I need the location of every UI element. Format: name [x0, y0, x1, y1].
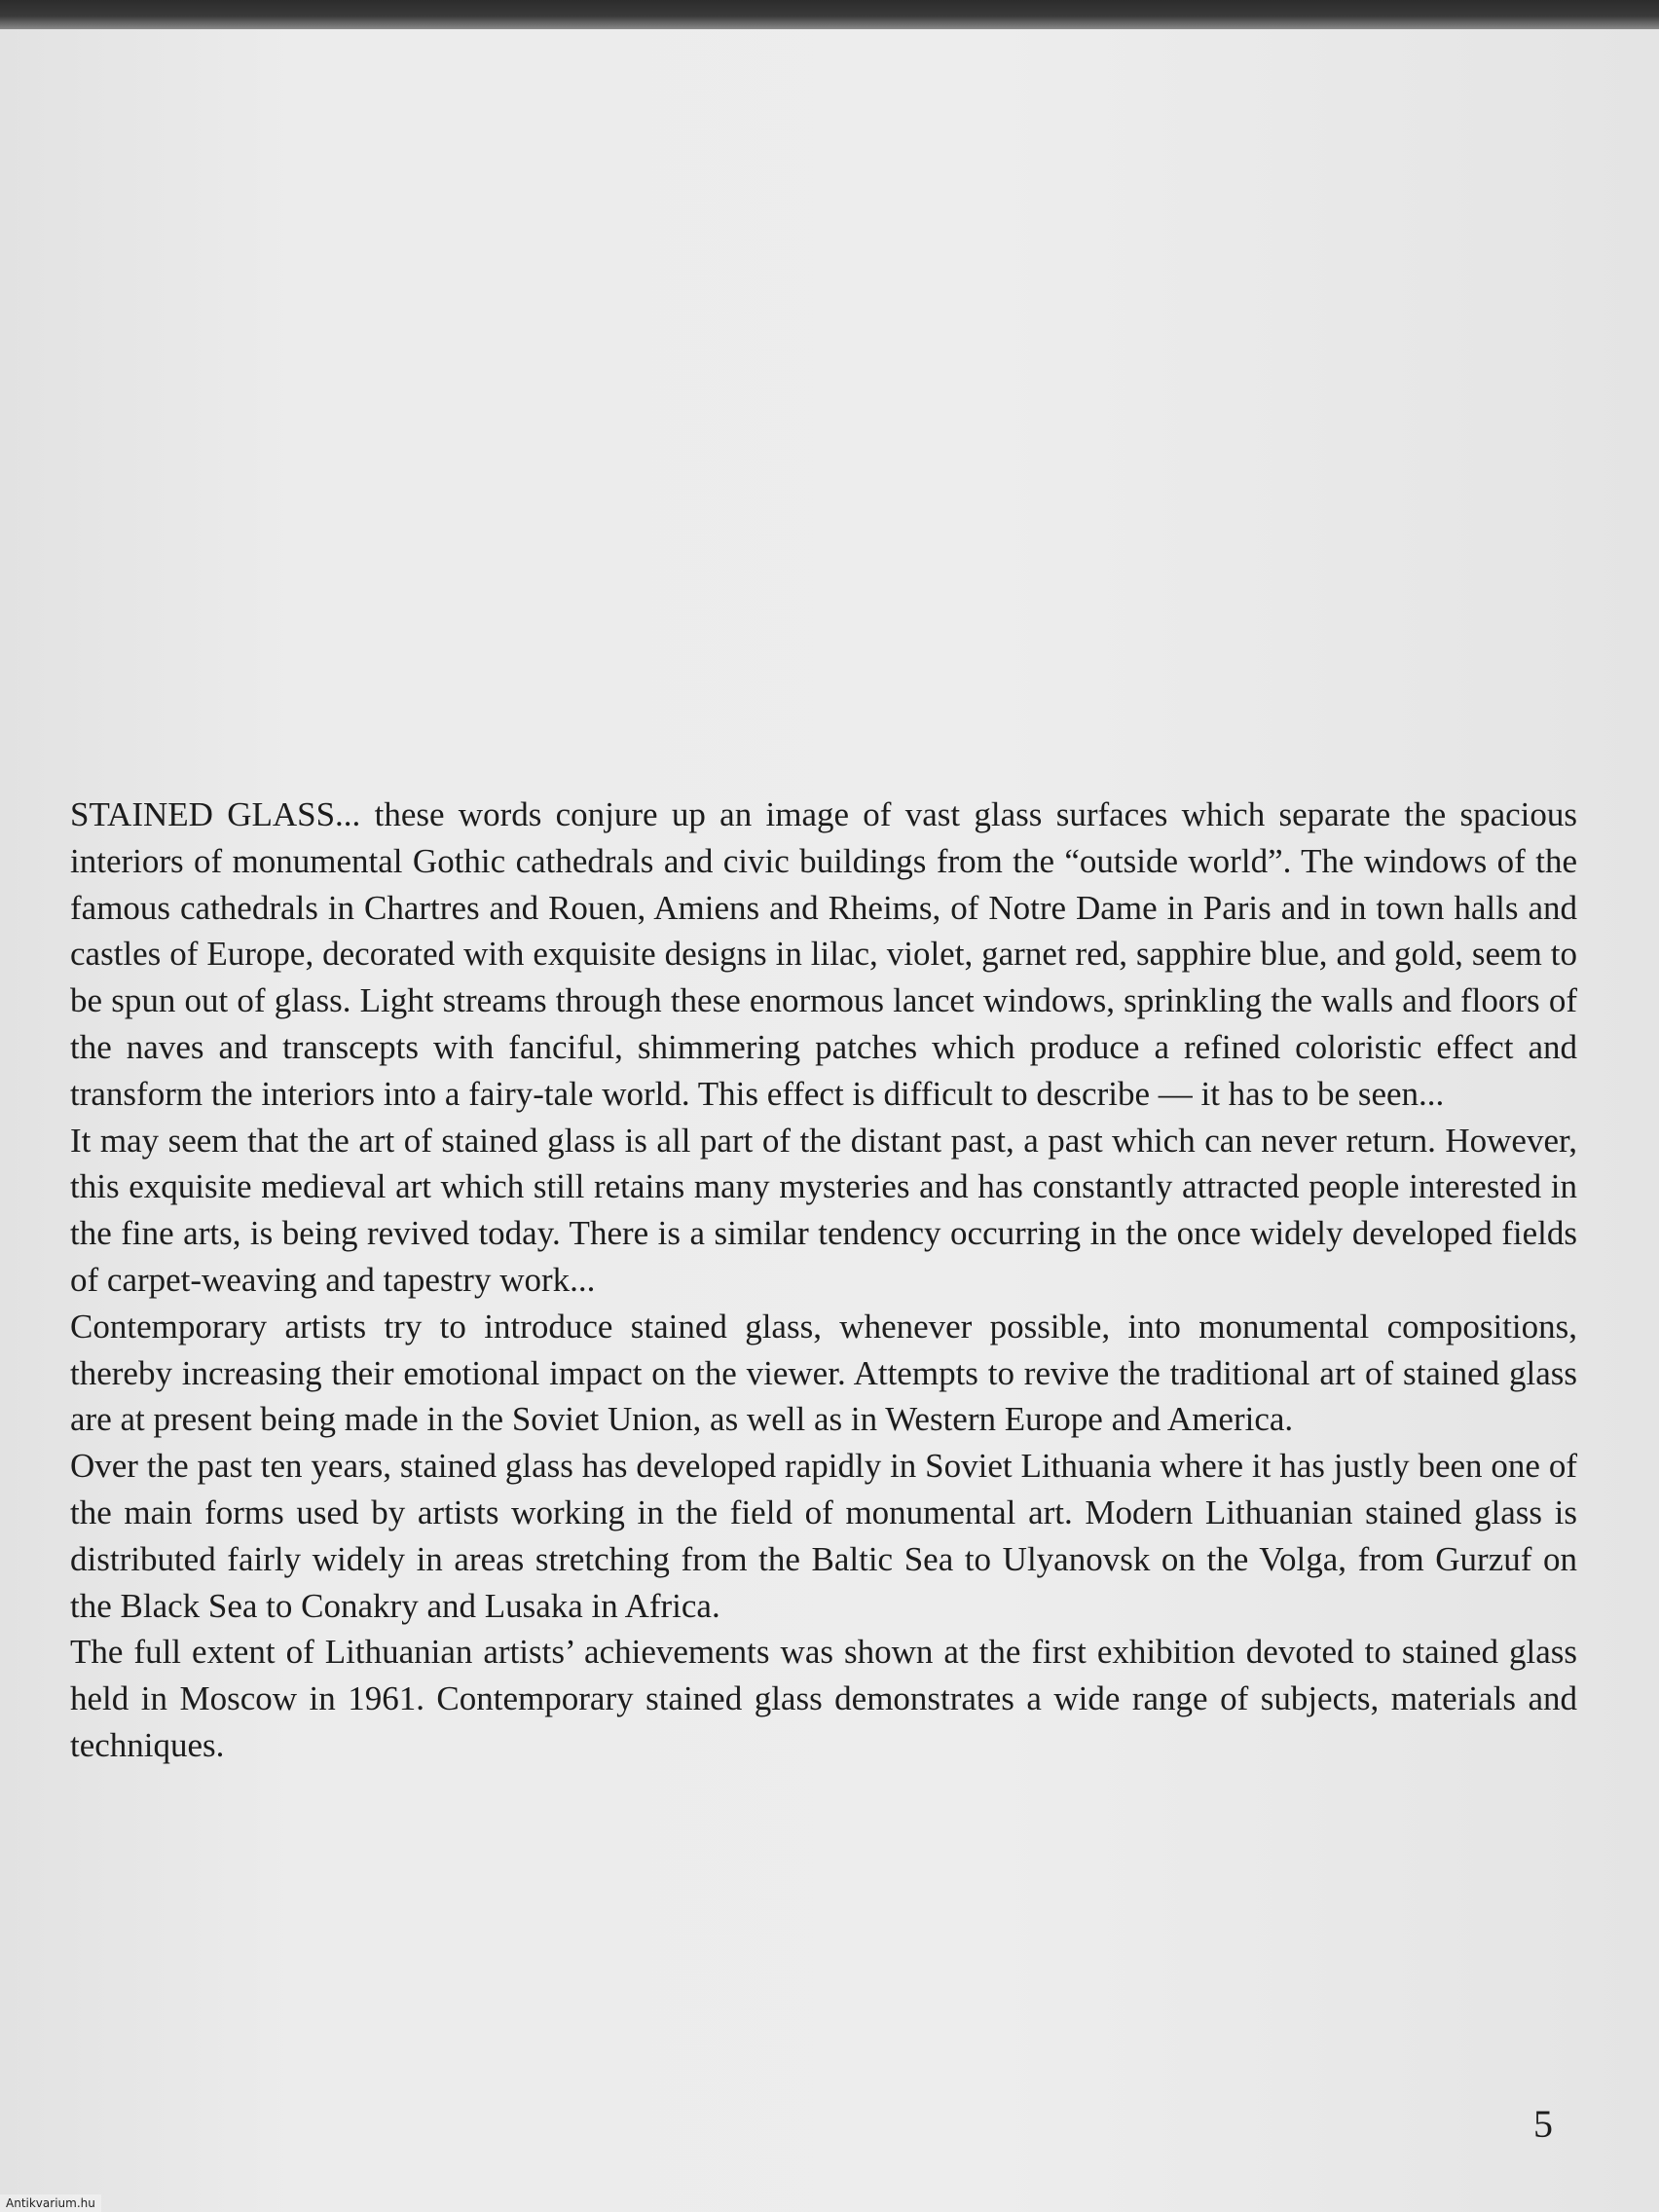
watermark: Antikvarium.hu	[0, 2194, 101, 2212]
book-page	[0, 29, 1659, 2212]
body-text	[70, 792, 1577, 1769]
paragraph-2: It may seem that the art of stained glass is all part of the distant past, a past which can never return. However, this exquisite medieval art which still retains many mysteries and has constantly attracted people interested in the fine arts, is being revived today. There is a similar tendency occurring in the once widely developed fields of carpet-weaving and tapestry work...	[70, 1121, 1577, 1299]
page-number: 5	[1533, 2102, 1553, 2146]
paragraph-3: Contemporary artists try to introduce stained glass, whenever possible, into monumental compositions, thereby increasing their emotional impact on the viewer. Attempts to revive the traditional art of stained glass are at present being made in the Soviet Union, as well as in Western Europe and America.	[70, 1307, 1577, 1439]
paragraph-4: Over the past ten years, stained glass has developed rapidly in Soviet Lithuania where it has justly been one of the main forms used by artists working in the field of monumental art. Modern Lithuanian stained glass is distributed fairly widely in areas stretching from the Baltic Sea to Ulyanovsk on the Volga, from Gurzuf on the Black Sea to Conakry and Lusaka in Africa.	[70, 1447, 1577, 1625]
paragraph-5: The full extent of Lithuanian artists’ achievements was shown at the first exhibition devoted to stained glass held in Moscow in 1961. Contemporary stained glass demonstrates a wide range of subjects, materials and techniques.	[70, 1633, 1577, 1764]
page-top-edge	[0, 0, 1659, 29]
paragraph-1: STAINED GLASS... these words conjure up an image of vast glass surfaces which separate the spacious interiors of monumental Gothic cathedrals and civic buildings from the “outside world”. The windows of the famous cathedrals in Chartres and Rouen, Amiens and Rheims, of Notre Dame in Paris and in town halls and castles of Europe, decorated with exquisite designs in lilac, violet, garnet red, sapphire blue, and gold, seem to be spun out of glass. Light streams through these enormous lancet windows, sprinkling the walls and floors of the naves and transcepts with fanciful, shimmering patches which produce a refined coloristic effect and transform the interiors into a fairy-tale world. This effect is difficult to describe — it has to be seen...	[70, 795, 1577, 1113]
